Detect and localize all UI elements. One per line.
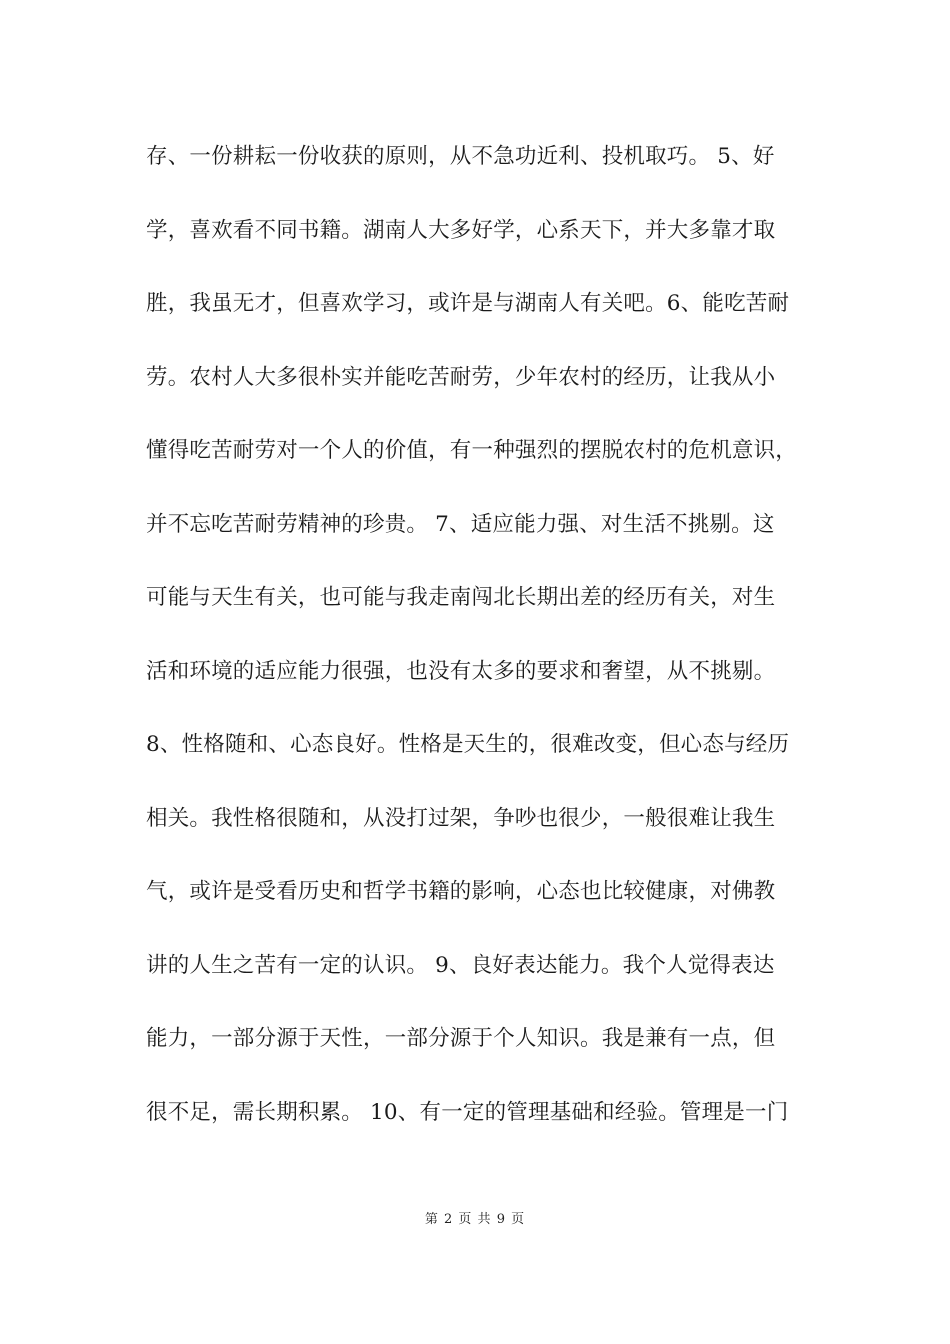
text-line: 懂得吃苦耐劳对一个人的价值，有一种强烈的摆脱农村的危机意识， — [146, 438, 798, 463]
text-line: 学，喜欢看不同书籍。湖南人大多好学，心系天下，并大多靠才取 — [146, 217, 776, 243]
text-line: 能力，一部分源于天性，一部分源于个人知识。我是兼有一点，但 — [146, 1026, 776, 1051]
text-line: 劳。农村人大多很朴实并能吃苦耐劳，少年农村的经历，让我从小 — [146, 364, 776, 390]
text-line: 8、性格随和、心态良好。性格是天生的，很难改变，但心态与经历 — [146, 732, 790, 757]
body-text — [146, 134, 816, 1163]
text-line: 活和环境的适应能力很强，也没有太多的要求和奢望，从不挑剔。 — [146, 658, 776, 684]
text-line: 胜，我虽无才，但喜欢学习，或许是与湖南人有关吧。6、能吃苦耐 — [146, 291, 790, 316]
text-line: 相关。我性格很随和，从没打过架，争吵也很少，一般很难让我生 — [146, 805, 776, 831]
text-line: 存、一份耕耘一份收获的原则，从不急功近利、投机取巧。 5、好 — [146, 144, 775, 169]
text-line: 可能与天生有关，也可能与我走南闯北长期出差的经历有关，对生 — [146, 585, 776, 610]
text-line: 很不足，需长期积累。 10、有一定的管理基础和经验。管理是一门 — [146, 1099, 789, 1125]
text-line: 并不忘吃苦耐劳精神的珍贵。 7、适应能力强、对生活不挑剔。这 — [146, 511, 775, 537]
text-line: 气，或许是受看历史和哲学书籍的影响，心态也比较健康，对佛教 — [146, 879, 776, 904]
text-line: 讲的人生之苦有一定的认识。 9、良好表达能力。我个人觉得表达 — [146, 952, 775, 978]
page-number-footer: 第 2 页 共 9 页 — [424, 1212, 526, 1227]
